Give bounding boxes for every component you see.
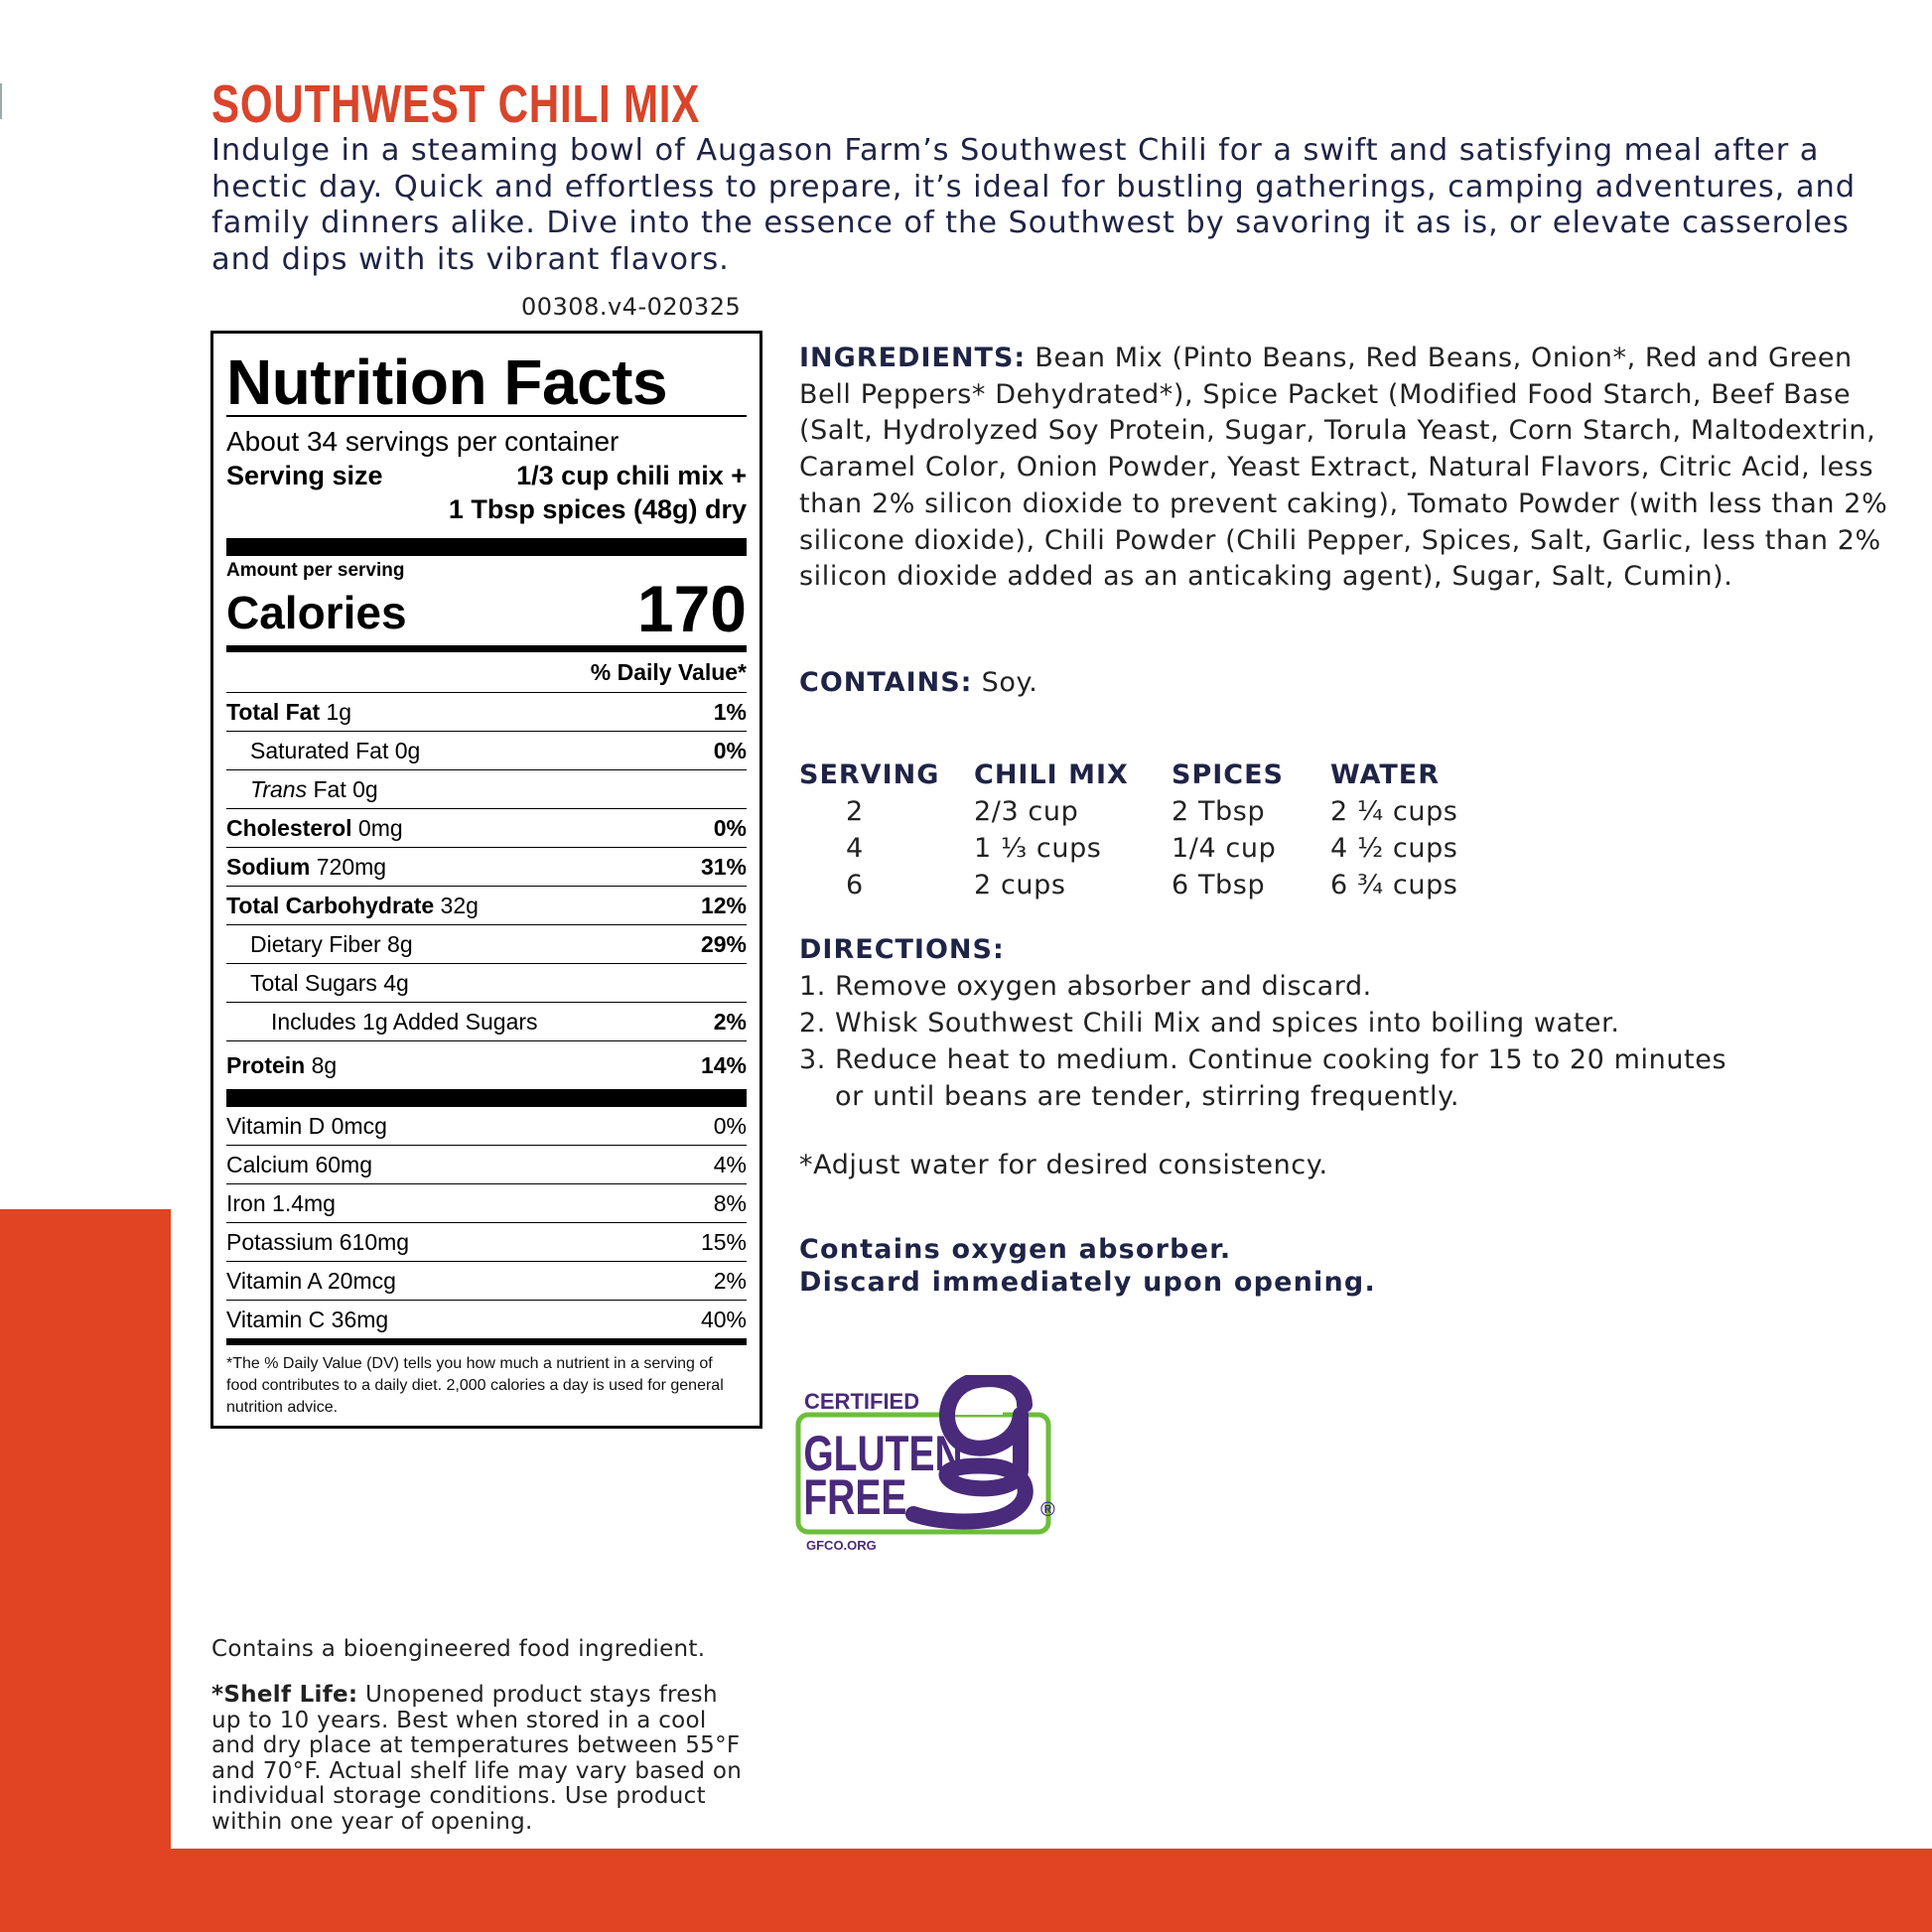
direction-step: 1. Remove oxygen absorber and discard. <box>799 971 1372 1002</box>
thick-divider <box>226 1089 747 1107</box>
registered-mark: ® <box>1040 1499 1055 1521</box>
ingredients <box>799 341 1911 596</box>
nutrient-row-total-carbohydrate: Total Carbohydrate 32g 12% <box>226 886 747 924</box>
gluten-free-certified-logo <box>794 1375 1067 1554</box>
vitamin-row: Calcium 60mg 4% <box>226 1145 747 1183</box>
vitamin-row: Vitamin D 0mcg 0% <box>226 1113 747 1139</box>
allergen-statement <box>799 667 1037 698</box>
shelf-life-label: *Shelf Life: <box>211 1682 358 1708</box>
ingredients-label: INGREDIENTS: <box>799 343 1027 373</box>
serving-size-label: Serving size <box>226 461 383 490</box>
vitamins-list <box>226 1107 747 1338</box>
serving-size-row <box>226 459 747 492</box>
nutrient-row-total-sugars: Total Sugars 4g <box>226 963 747 1002</box>
header-water: WATER <box>1330 759 1441 790</box>
servings-per-container: About 34 servings per container <box>226 426 620 457</box>
header-chili-mix: CHILI MIX <box>974 759 1129 790</box>
medium-divider <box>226 645 747 652</box>
product-description: Indulge in a steaming bowl of Augason Farm’s Southwest Chili for a swift and satisfying meal after a hectic day. Quick and effortless to prepare, it’s ideal for bustling gatherings, camping adventures, and family dinners alike. Dive into the essence of the Southwest by savoring it as is, or elevate casseroles and dips with its vibrant flavors. <box>211 133 1856 277</box>
nutrient-row-dietary-fiber: Dietary Fiber 8g 29% <box>226 924 747 963</box>
product-title: SOUTHWEST CHILI MIX <box>211 74 701 134</box>
direction-step: 3. Reduce heat to medium. Continue cooking for 15 to 20 minutes or until beans are tender, stirring frequently. <box>799 1044 1727 1112</box>
daily-value-footnote: *The % Daily Value (DV) tells you how much a nutrient in a serving of food contributes to a daily diet. 2,000 calories a day is used for general nutrition advice. <box>226 1355 724 1416</box>
water-adjust-note: *Adjust water for desired consistency. <box>799 1150 1328 1180</box>
oxygen-absorber-warning: Contains oxygen absorber. Discard immediately upon opening. <box>799 1234 1376 1298</box>
table-row: 4 1 ⅓ cups 1/4 cup 4 ½ cups <box>846 833 1458 864</box>
daily-value-header: % Daily Value* <box>590 659 747 685</box>
preparation-table <box>799 757 1529 903</box>
nutrient-row-cholesterol: Cholesterol 0mg 0% <box>226 808 747 847</box>
table-row: 6 2 cups 6 Tbsp 6 ¾ cups <box>846 870 1458 900</box>
vitamin-row: Iron 1.4mg 8% <box>226 1183 747 1222</box>
calories-row <box>226 572 747 645</box>
table-row: 2 2/3 cup 2 Tbsp 2 ¼ cups <box>846 796 1458 827</box>
header-spices: SPICES <box>1172 759 1284 790</box>
shelf-life-statement <box>211 1683 748 1835</box>
vitamin-row: Potassium 610mg 15% <box>226 1222 747 1261</box>
bioengineered-statement: Contains a bioengineered food ingredient. <box>211 1636 706 1662</box>
nutrient-row-trans-fat: Trans Fat 0g <box>226 769 747 808</box>
nutrient-row-protein: Protein 8g 14% <box>226 1040 747 1089</box>
gf-url-text: GFCO.ORG <box>806 1538 877 1553</box>
orange-bottom-band <box>0 1849 1932 1932</box>
amount-per-serving: Amount per serving <box>226 560 405 581</box>
gf-gluten-text: GLUTEN <box>803 1425 963 1482</box>
directions-label: DIRECTIONS: <box>799 934 1005 965</box>
serving-size-value-cont: 1 Tbsp spices (48g) dry <box>448 494 747 524</box>
edge-mark <box>0 83 4 119</box>
contains-label: CONTAINS: <box>799 667 973 698</box>
vitamin-row: Vitamin A 20mcg 2% <box>226 1261 747 1300</box>
thick-divider <box>226 538 747 556</box>
directions <box>799 931 1911 1115</box>
gf-certified-text: CERTIFIED <box>804 1389 920 1414</box>
header-serving: SERVING <box>799 759 940 790</box>
calories-value: 170 <box>636 572 747 645</box>
gf-free-text: FREE <box>803 1468 907 1526</box>
table-header-row <box>799 757 1529 793</box>
nutrition-facts-panel <box>210 331 762 1429</box>
nutrition-facts-title: Nutrition Facts <box>226 346 668 418</box>
medium-divider <box>226 1338 747 1345</box>
product-code: 00308.v4-020325 <box>521 293 742 321</box>
vitamin-row: Vitamin C 36mg 40% <box>226 1300 747 1338</box>
orange-side-band <box>0 1209 171 1932</box>
nutrient-row-added-sugars: Includes 1g Added Sugars 2% <box>226 1002 747 1040</box>
direction-step: 2. Whisk Southwest Chili Mix and spices into boiling water. <box>799 1008 1620 1038</box>
nutrient-row-saturated-fat: Saturated Fat 0g 0% <box>226 731 747 769</box>
serving-size-value: 1/3 cup chili mix + <box>516 461 747 490</box>
contains-text: Soy. <box>972 667 1038 698</box>
shelf-life-text: Unopened product stays fresh up to 10 years. Best when stored in a cool and dry place at temperatures between 55°F and 70°F. Actual shelf life may vary based on individual storage conditions. Use product within one year of opening. <box>211 1682 743 1835</box>
nutrient-row-total-fat: Total Fat 1g 1% <box>226 692 747 731</box>
nutrient-row-sodium: Sodium 720mg 31% <box>226 847 747 886</box>
ingredients-text: Bean Mix (Pinto Beans, Red Beans, Onion*, Red and Green Bell Peppers* Dehydrated*), Spice Packet (Modified Food Starch, Beef Base (Salt, Hydrolyzed Soy Protein, Sugar, Torula Yeast, Corn Starch, Maltodextrin, Caramel Color, Onion Powder, Yeast Extract, Natural Flavors, Citric Acid, less than 2% silicon dioxide to prevent caking), Tomato Powder (with less than 2% silicone dioxide), Chili Powder (Chili Pepper, Spices, Salt, Garlic, less than 2% silicon dioxide added as an anticaking agent), Sugar, Salt, Cumin). <box>799 343 1888 593</box>
calories-label: Calories <box>226 587 407 638</box>
